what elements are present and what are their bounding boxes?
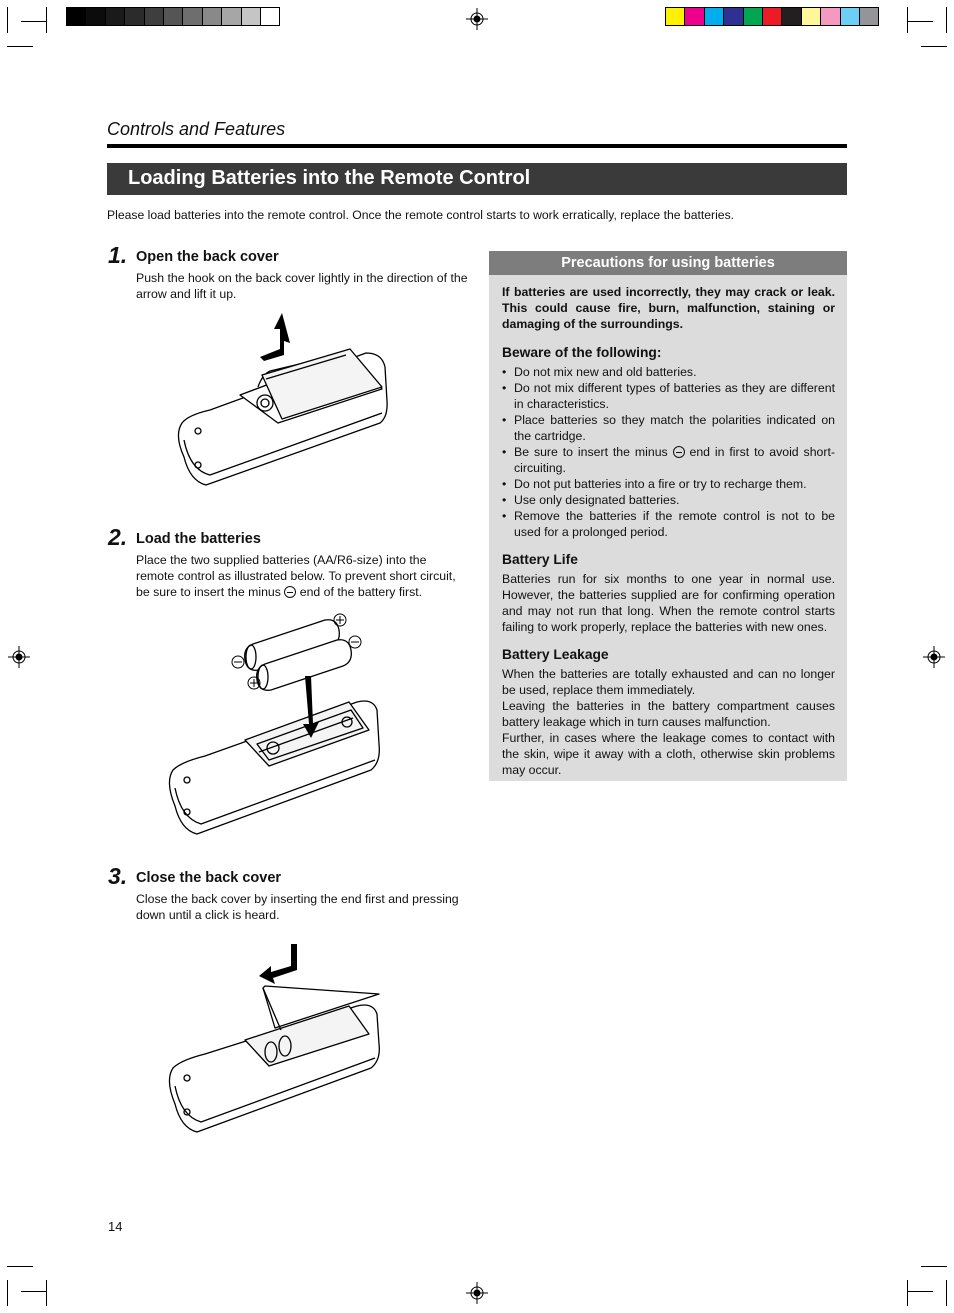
registration-target-icon: [8, 646, 30, 668]
color-swatch: [163, 7, 183, 26]
color-swatch: [801, 7, 821, 26]
color-swatch: [665, 7, 685, 26]
list-item: • Do not put batteries into a fire or try to recharge them.: [502, 476, 835, 492]
remote-load-batteries-illustration: [165, 610, 405, 840]
battery-leakage-text-1: When the batteries are totally exhausted and can no longer be used, replace them immediately.: [502, 667, 835, 697]
color-swatch: [66, 7, 86, 26]
color-swatch: [85, 7, 105, 26]
color-swatch: [144, 7, 164, 26]
battery-life-heading: Battery Life: [502, 552, 578, 567]
battery-leakage-text-2: Leaving the batteries in the battery compartment causes battery leakage which in turn causes malfunction.: [502, 699, 835, 729]
color-swatch: [820, 7, 840, 26]
close-arrow-icon: [259, 944, 297, 984]
precautions-panel: [489, 251, 847, 781]
step-2-heading: Load the batteries: [136, 531, 261, 547]
beware-list: [502, 364, 835, 540]
step-2-body: Place the two supplied batteries (AA/R6-size) into the remote control as illustrated below. To prevent short circuit, be sure to insert the minus end of the battery first.: [136, 553, 456, 599]
step-3-number: 3.: [108, 863, 128, 889]
battery-life-text: Batteries run for six months to one year in normal use. However, the batteries supplied are for confirming operation and may not run that long. When the remote control starts failing to work properly, replace the batteries with new ones.: [502, 572, 835, 634]
list-item: • Do not mix new and old batteries.: [502, 364, 835, 380]
list-item: • Do not mix different types of batteries as they are different in characteristics.: [502, 380, 835, 412]
color-swatch: [762, 7, 782, 26]
minus-terminal-icon: [284, 586, 296, 598]
list-item: • Place batteries so they match the polarities indicated on the cartridge.: [502, 412, 835, 444]
page-title-bar: [107, 163, 847, 195]
registration-target-icon: [466, 8, 488, 30]
list-item: • Remove the batteries if the remote control is not to be used for a prolonged period.: [502, 508, 835, 540]
header-rule: [107, 144, 847, 148]
registration-target-icon: [466, 1282, 488, 1304]
color-swatch: [743, 7, 763, 26]
color-swatch: [202, 7, 222, 26]
list-item: • Be sure to insert the minus end in first to avoid short-circuiting.: [502, 444, 835, 476]
color-swatch: [105, 7, 125, 26]
battery-leakage-text-3: Further, in cases where the leakage comes to contact with the skin, wipe it away with a cloth, otherwise skin problems may occur.: [502, 731, 835, 777]
precautions-heading: Precautions for using batteries: [489, 251, 847, 275]
page-number: 14: [108, 1219, 123, 1234]
beware-heading: Beware of the following:: [502, 345, 662, 360]
step-1-body: Push the hook on the back cover lightly in the direction of the arrow and lift it up.: [136, 271, 468, 301]
step-1-heading: Open the back cover: [136, 249, 279, 265]
step-3-body: Close the back cover by inserting the end first and pressing down until a click is heard.: [136, 892, 459, 922]
intro-text: Please load batteries into the remote control. Once the remote control starts to work erratically, replace the batteries.: [107, 208, 735, 222]
color-swatch: [221, 7, 241, 26]
step-3-heading: Close the back cover: [136, 870, 282, 886]
color-swatch: [182, 7, 202, 26]
color-swatch: [840, 7, 860, 26]
color-swatch: [781, 7, 801, 26]
color-swatch: [684, 7, 704, 26]
step-2-number: 2.: [108, 524, 128, 550]
section-title: Controls and Features: [107, 119, 286, 139]
remote-open-cover-illustration: [170, 305, 410, 495]
color-swatch: [859, 7, 879, 26]
color-swatch: [260, 7, 280, 26]
list-item: • Use only designated batteries.: [502, 492, 835, 508]
remote-close-cover-illustration: [165, 940, 405, 1140]
minus-terminal-icon: [673, 446, 685, 458]
color-swatch: [124, 7, 144, 26]
lift-arrow-icon: [260, 313, 290, 361]
color-swatch: [723, 7, 743, 26]
step-1-number: 1.: [108, 242, 128, 268]
page-title: Loading Batteries into the Remote Control: [128, 167, 531, 189]
color-swatch: [704, 7, 724, 26]
battery-leakage-heading: Battery Leakage: [502, 647, 609, 662]
gray-color-bar: [67, 7, 280, 26]
precautions-warning: If batteries are used incorrectly, they may crack or leak. This could cause fire, burn, malfunction, staining or damaging of the surroundings.: [502, 285, 835, 331]
cmyk-color-bar: [666, 7, 879, 26]
registration-target-icon: [923, 646, 945, 668]
color-swatch: [241, 7, 261, 26]
